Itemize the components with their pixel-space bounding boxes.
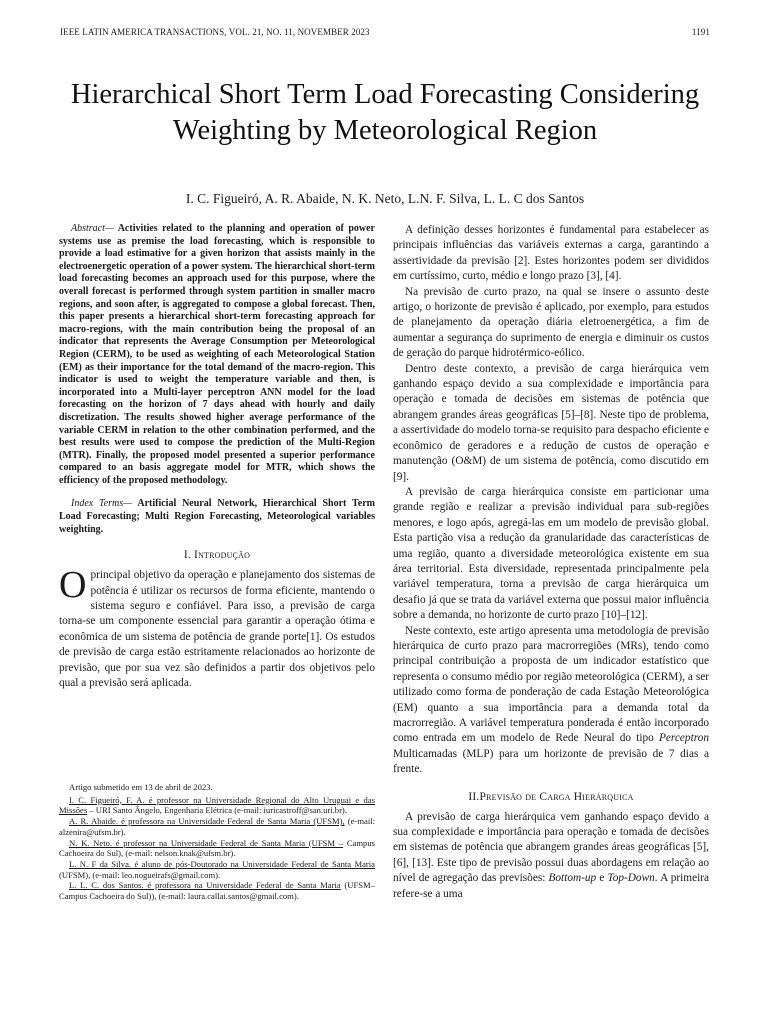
body-paragraph-5: Neste contexto, este artigo apresenta uma metodologia de previsão hierárquica de curto prazo para macrorregiões (MRs), tendo como principal contribuição a proposta de um indicador estatístico que representa o consumo médio por região meteorológica (CERM), a ser utilizado como forma de ponderação de cada Estação Meteorológica (EM) quanto a sua importância para a demanda total da macrorregião. A variável temperatura ponderada é então incorporado como entrada em um modelo de Rede Neural do tipo Perceptron Multicamadas (MLP) para um horizonte de previsão de 7 dias a frente. <box>393 624 709 776</box>
footnote-author-5: L. L. C. dos Santos. é professora na Universidade Federal de Santa Maria (UFSM– Campus Cachoeira do Sul)), (e-mail: laura.callai.santos@gmail.com). <box>59 880 375 902</box>
body-paragraph-3: Dentro deste contexto, a previsão de carga hierárquica vem ganhando espaço devido a sua complexidade e importância para operação e tomada de decisões em sistemas de potência que abrangem grandes áreas geográficas [5]–[8]. Neste tipo de problema, a assertividade do modelo torna-se requisito para despacho eficiente e econômico de geradores e a redução de custos de operação e manutenção (O&M) de um sistema de potência, como discutido em [9]. <box>393 362 709 483</box>
footnote-author-2: A. R. Abaide. é professora na Universidade Federal de Santa Maria (UFSM), (e-mail: alzenira@ufsm.br). <box>59 816 375 837</box>
index-terms-lead: Index Terms— <box>71 498 133 510</box>
body-paragraph-4: A previsão de carga hierárquica consiste em particionar uma grande região e realizar a previsão individual para sub-regiões menores, e logo após, agregá-las em um modelo de previsão global. Esta partição visa a redução da granularidade das características de uma região, quanto a diversidade meteorológica existente em sua área territorial. Esta diversidade, representada principalmente pela variável temperatura, torna a previsão de carga hierárquica um desafio já que se trata da variável externa que possui maior influência sobre a demanda, no horizonte de curto prazo [10]–[12]. <box>393 485 709 622</box>
abstract-text: Activities related to the planning and operation of power systems use as premise the load forecasting, which is responsible to provide a load estimative for a given horizon that assists mainly in the electroenergetic operation of a power system. The hierarchical short-term load forecasting becomes an approach used for this purpose, where the overall forecast is performed through system partition in smaller macro regions, and soon after, is aggregated to compose a global forecast. Then, this paper presents a hierarchical short-term forecasting approach for macro-regions, with the main contribution being the proposal of an indicator that represents the Average Consumption per Meteorological Region (CERM), to be used as weighting of each Meteorological Station (EM) as their importance for the total demand of the macro-region. This indicator is used to weight the temperature variable and then, is incorporated into a Multi-layer perceptron ANN model for the load forecasting on the horizon of 7 days ahead with hourly and daily discretization. The results showed higher average performance of the variable CERM in relation to the other combination performed, and the best results were used to compose the prediction of the Multi-Region (MTR). Finally, the proposed model presented a superior performance compared to an basis aggregate model for MTR, which shows the efficiency of the proposed methodology. <box>59 223 375 486</box>
section-heading-hierarchical-forecasting: II.Previsão de Carga Hierárquica <box>468 790 634 803</box>
drop-cap: O <box>59 564 87 607</box>
journal-citation: IEEE LATIN AMERICA TRANSACTIONS, VOL. 21, NO. 11, NOVEMBER 2023 <box>60 27 370 37</box>
right-column <box>393 223 709 902</box>
footnote-author-3: N. K. Neto. é professor na Universidade Federal de Santa Maria (UFSM – Campus Cachoeira do Sul), (e-mail: nelson.knak@ufsm.br). <box>59 837 375 859</box>
body-paragraph-2: Na previsão de curto prazo, na qual se insere o assunto deste artigo, o horizonte de previsão é aplicado, por exemplo, para estudos de planejamento da operação diária eletroenergética, a fim de aumentar a segurança do suprimento de energia e diminuir os custos de geração do parque hidrotérmico-eólico. <box>393 285 709 360</box>
paper-title: Hierarchical Short Term Load Forecasting Considering Weighting by Meteorological Region <box>70 79 700 146</box>
index-terms <box>59 498 375 536</box>
left-column <box>59 223 375 692</box>
body-paragraph-1: A definição desses horizontes é fundamental para estabelecer as principais influências das variáveis externas a carga, garantindo a assertividade da previsão [2]. Estes horizontes podem ser divididos em curtíssimo, curto, médio e longo prazo [3], [4]. <box>393 224 709 283</box>
index-terms-text: Artificial Neural Network, Hierarchical Short Term Load Forecasting; Multi Region Forecasting, Meteorological variables weighting. <box>59 498 376 535</box>
author-list: I. C. Figueiró, A. R. Abaide, N. K. Neto, L.N. F. Silva, L. L. C dos Santos <box>185 191 585 206</box>
footnote-author-4: L. N. F da Silva. é aluno de pós-Doutorado na Universidade Federal de Santa Maria (UFSM), (e-mail: leo.nogueirafs@gmail.com). <box>59 858 375 880</box>
footnote-received: Artigo submetido em 13 de abril de 2023. <box>69 782 213 792</box>
intro-paragraph <box>59 564 375 691</box>
running-header <box>60 27 710 41</box>
body-paragraph-6: A previsão de carga hierárquica vem ganhando espaço devido a sua complexidade e importância para operação e tomada de decisões em sistemas de potência que abrangem grandes áreas geográficas [5], [6], [13]. Este tipo de previsão possui duas abordagens em relação ao nível de agregação das previsões: Bottom-up e Top-Down. A primeira refere-se a uma <box>393 810 710 900</box>
page-number: 1191 <box>691 27 710 37</box>
footnote-author-1: I. C. Figueiró, F. A. é professor na Universidade Regional do Alto Uruguai e das Missões – URI Santo Ângelo, Engenharia Elétrica (e-mail: iuricastroff@san.uri.br). <box>59 794 375 816</box>
abstract-lead: Abstract— <box>71 223 114 234</box>
section-heading-introduction: I. Introdução <box>183 549 251 562</box>
intro-paragraph-text: principal objetivo da operação e planejamento dos sistemas de potência é utilizar os recursos de forma eficiente, mantendo o sistema seguro e confiável. Para isso, a previsão de carga torna-se um componente essencial para garantir a operação ótima e econômica de um sistema de potência de grande porte[1]. Os estudos de previsão de carga estão estritamente relacionados ao horizonte de previsão, que por sua vez são definidos a partir dos objetivos pelo qual a previsão será aplicada. <box>59 569 375 690</box>
author-footnotes <box>59 782 375 902</box>
abstract <box>59 223 375 487</box>
